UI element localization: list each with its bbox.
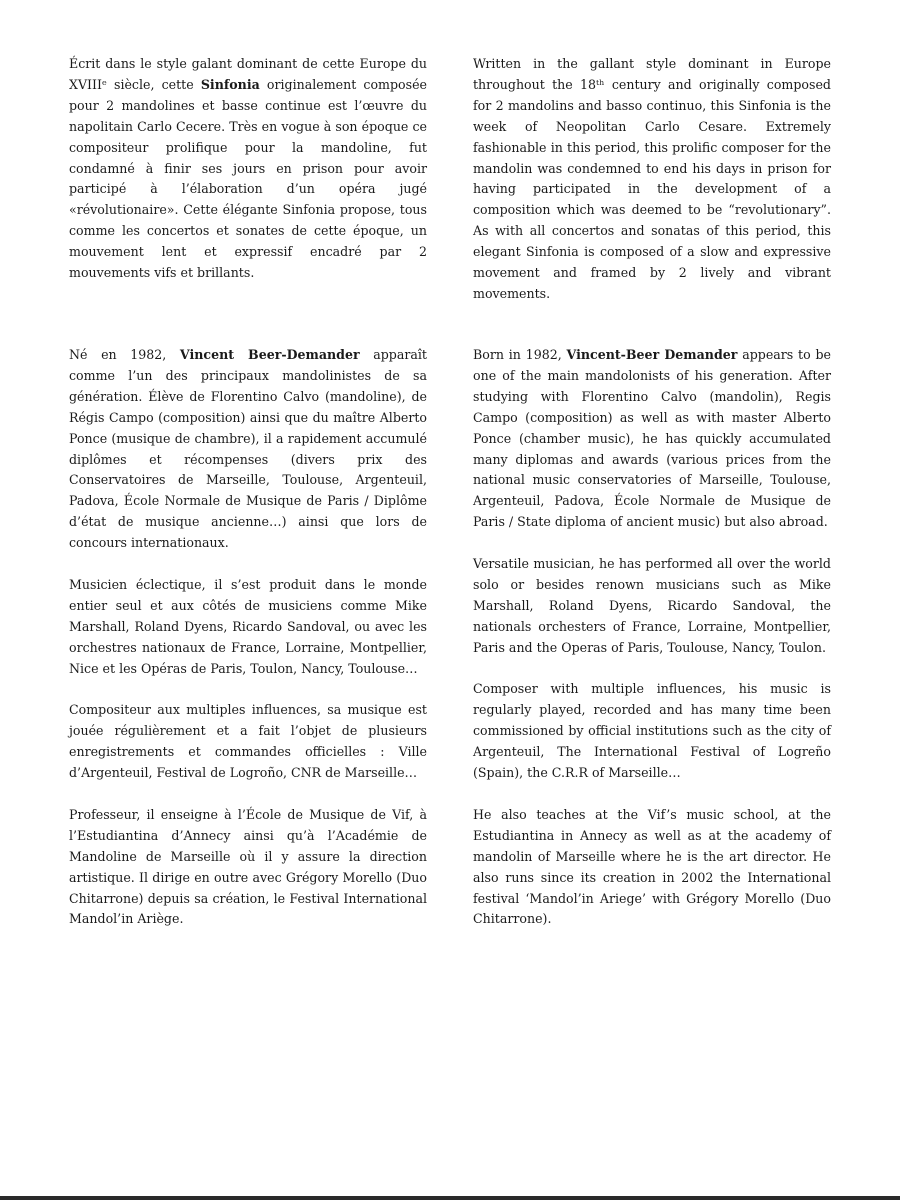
text-run: Born in 1982, <box>473 347 567 362</box>
sinfonia-paragraph-fr <box>69 54 427 284</box>
artist-name-bold: Vincent Beer-Demander <box>179 347 360 362</box>
page-bottom-edge <box>0 1196 900 1200</box>
text-run: Écrit dans le style galant dominant de cette Europe du XVIIIᵉ siècle, cette <box>69 56 427 92</box>
bio-paragraph-4-en: He also teaches at the Vif’s music school, at the Estudiantina in Annecy as well as at the academy of mandolin of Marseille where he is the art director. He also runs since its creation in 2002 the International festival ‘Mandol’in Ariege’ with Grégory Morello (Duo Chitarrone). <box>473 806 831 927</box>
sinfonia-title-bold: Sinfonia <box>200 76 260 92</box>
bio-paragraph-2-en: Versatile musician, he has performed all over the world solo or besides renown musicians such as Mike Marshall, Roland Dyens, Ricardo Sandoval, the nationals orchesters of France, Lorraine, Montpellier, Paris and the Operas of Paris, Toulouse, Nancy, Toulon. <box>473 556 831 655</box>
bio-paragraph-3-en: Composer with multiple influences, his music is regularly played, recorded and has many time been commissioned by official institutions such as the city of Argenteuil, The International Festival of Logreño (Spain), the C.R.R of Marseille… <box>473 681 831 781</box>
bio-paragraph-2-fr: Musicien éclectique, il s’est produit dans le monde entier seul et aux côtés de musiciens comme Mike Marshall, Roland Dyens, Ricardo Sandoval, ou avec les orchestres nationaux de France, Lorraine, Montpellier, Nice et les Opéras de Paris, Toulon, Nancy, Toulouse… <box>69 576 427 676</box>
text-run: originalement composée pour 2 mandolines et basse continue est l’œuvre du napolitain Carlo Cecere. Très en vogue à son époque ce compositeur prolifique pour la mandoline, fut condamné à finir ses jours en prison pour avoir participé à l’élaboration d’un opéra jugé «révolutionaire». Cette élégante Sinfonia propose, tous comme les concertos et sonates de cette époque, un mouvement lent et expressif encadré par 2 mouvements vifs et brillants. <box>69 76 428 281</box>
text-run: apparaît comme l’un des principaux mandolinistes de sa génération. Élève de Florentino Calvo (mandoline), de Régis Campo (composition) ainsi que du maître Alberto Ponce (musique de chambre), il a rapidement accumulé diplômes et récompenses (divers prix des Conservatoires de Marseille, Toulouse, Argenteuil, Padova, École Normale de Musique de Paris / Diplôme d’état de musique ancienne…) ainsi que lors de concours internationaux. <box>69 347 427 551</box>
text-run: appears to be one of the main mandolonists of his generation. After studying with Florentino Calvo (mandolin), Regis Campo (composition) as well as with master Alberto Ponce (chamber music), he has quickly accumulated many diplomas and awards (various prices from the national music conservatories of Marseille, Toulouse, Argenteuil, Padova, École Normale de Musique de Paris / State diploma of ancient music) but also abroad. <box>473 347 831 530</box>
sinfonia-paragraph-en: Written in the gallant style dominant in Europe throughout the 18ᵗʰ century and originally composed for 2 mandolins and basso continuo, this Sinfonia is the week of Neopolitan Carlo Cesare. Extremely fashionable in this period, this prolific composer for the mandolin was condemned to end his days in prison for having participated in the development of a composition which was deemed to be “revolutionary”. As with all concertos and sonatas of this period, this elegant Sinfonia is composed of a slow and expressive movement and framed by 2 lively and vibrant movements. <box>473 56 831 301</box>
artist-name-bold: Vincent-Beer Demander <box>566 347 738 362</box>
sinfonia-description-fr <box>69 54 427 284</box>
bio-paragraph-1-fr <box>69 345 427 554</box>
biography-en <box>473 345 831 930</box>
bio-paragraph-3-fr: Compositeur aux multiples influences, sa musique est jouée régulièrement et a fait l’objet de plusieurs enregistrements et commandes officielles : Ville d’Argenteuil, Festival de Logroño, CNR de Marseille… <box>69 702 427 781</box>
biography-fr <box>69 345 427 930</box>
bio-paragraph-1-en <box>473 345 831 533</box>
text-run: Né en 1982, <box>69 347 180 362</box>
bio-paragraph-4-fr: Professeur, il enseigne à l’École de Musique de Vif, à l’Estudiantina d’Annecy ainsi qu’à l’Académie de Mandoline de Marseille où il y assure la direction artistique. Il dirige en outre avec Grégory Morello (Duo Chitarrone) depuis sa création, le Festival International Mandol’in Ariège. <box>69 806 427 927</box>
sinfonia-description-en <box>473 54 831 305</box>
